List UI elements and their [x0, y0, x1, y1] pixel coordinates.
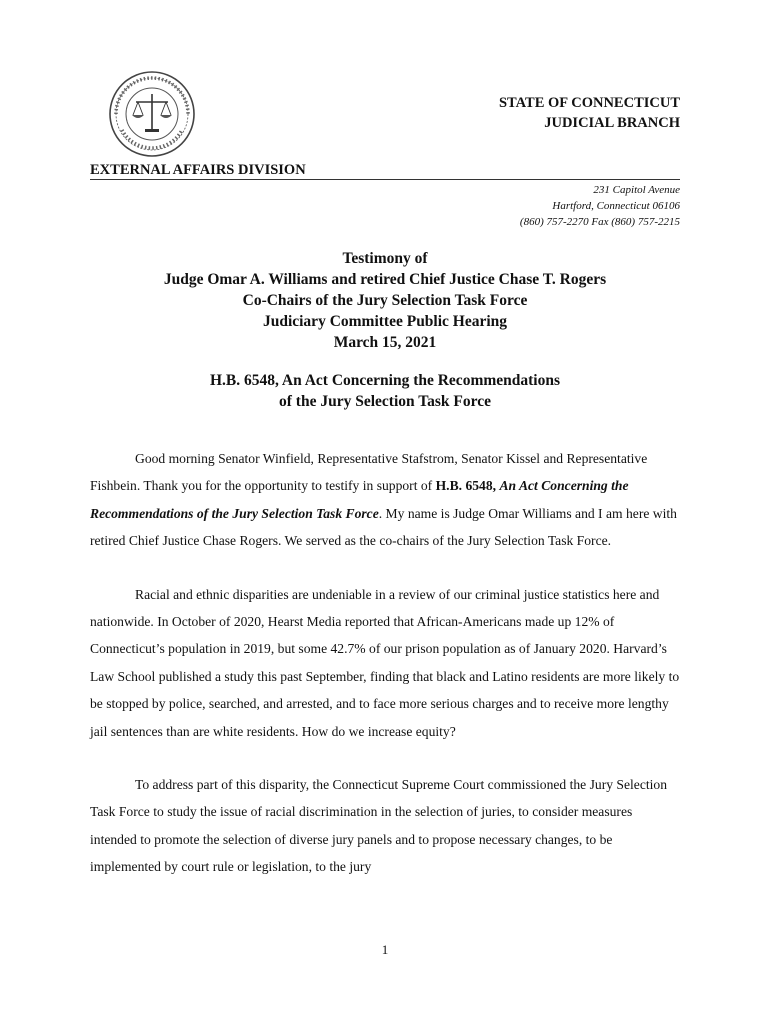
- address-street: 231 Capitol Avenue: [593, 184, 680, 196]
- testimony-body: [90, 445, 682, 907]
- paragraph-1-text-b: . My name is Judge Omar Williams and I am here with retired Chief Justice Chase Rogers. We served as the co-chairs of the Jury Selection Task Force.: [90, 505, 677, 549]
- testimony-title: [90, 248, 680, 353]
- title-line-2: Judge Omar A. Williams and retired Chief Justice Chase T. Rogers: [163, 271, 607, 288]
- address-block: [520, 182, 680, 230]
- org-state-line: STATE OF CONNECTICUT: [498, 95, 680, 111]
- division-name: EXTERNAL AFFAIRS DIVISION: [90, 162, 306, 178]
- act-title-reference: An Act Concerning the Recommendations of the Jury Selection Task Force: [90, 478, 629, 521]
- bill-line-1: H.B. 6548, An Act Concerning the Recommendations: [209, 372, 561, 389]
- title-line-4: Judiciary Committee Public Hearing: [262, 313, 508, 330]
- bill-reference: H.B. 6548,: [435, 478, 497, 494]
- scales-of-justice-icon: [108, 70, 196, 158]
- address-city: Hartford, Connecticut 06106: [552, 200, 680, 212]
- org-branch-line: JUDICIAL BRANCH: [544, 115, 680, 131]
- paragraph-1: [90, 445, 682, 555]
- paragraph-2: Racial and ethnic disparities are undeniable in a review of our criminal justice statistics here and nationwide. In October of 2020, Hearst Media reported that African-Americans made up 12% of Connecticut’s population in 2019, but some 42.7% of our prison population as of January 2020. Harvard’s Law School published a study this past September, finding that black and Latino residents are more likely to be stopped by police, searched, and arrested, and to face more serious charges and to receive more lengthy jail sentences than are white residents. How do we increase equity?: [90, 586, 680, 739]
- paragraph-3: To address part of this disparity, the Connecticut Supreme Court commissioned the Jury Selection Task Force to study the issue of racial discrimination in the selection of juries, to consider measures intended to promote the selection of diverse jury panels and to propose necessary changes, to be implemented by court rule or legislation, to the jury: [90, 777, 668, 875]
- paragraph-1-text-a: Good morning Senator Winfield, Representative Stafstrom, Senator Kissel and Representative Fishbein. Thank you for the opportunity to testify in support of: [90, 451, 648, 494]
- title-line-1: Testimony of: [342, 250, 428, 267]
- title-line-3: Co-Chairs of the Jury Selection Task Force: [242, 292, 528, 309]
- bill-title: [90, 370, 680, 412]
- organization-name: [499, 93, 680, 133]
- page-number: 1: [381, 942, 389, 957]
- bill-line-2: of the Jury Selection Task Force: [279, 393, 491, 410]
- judicial-seal: [108, 70, 196, 158]
- header-rule: [90, 179, 680, 180]
- title-date: March 15, 2021: [333, 334, 437, 351]
- address-phone-fax: (860) 757-2270 Fax (860) 757-2215: [519, 216, 680, 228]
